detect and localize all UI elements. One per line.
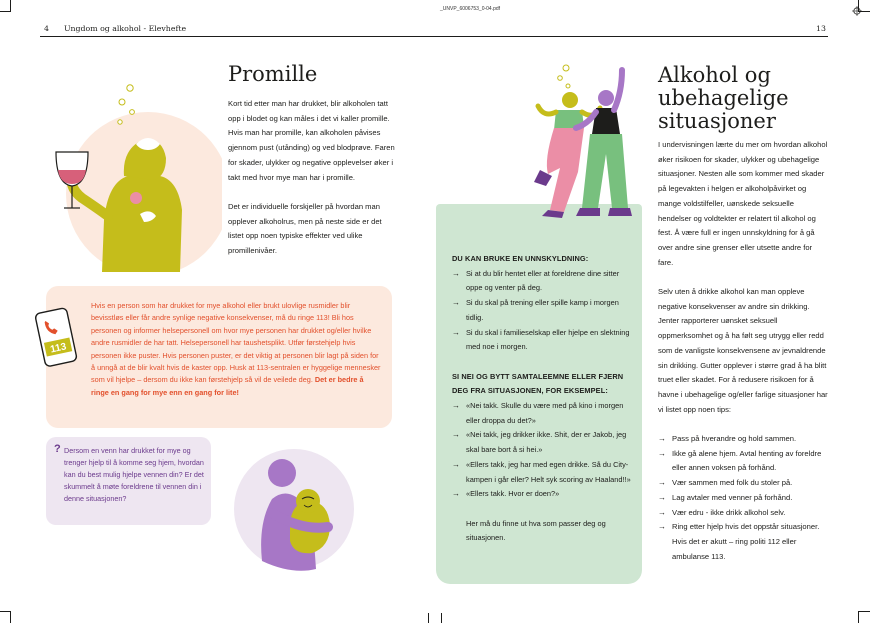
list-item: → Lag avtaler med venner på forhånd. [658, 491, 828, 506]
heading-line: Alkohol og [658, 63, 771, 87]
registration-mark-icon [852, 3, 862, 13]
question-callout [46, 437, 211, 525]
advice-content [452, 252, 632, 546]
emergency-callout [46, 286, 392, 428]
promille-paragraph: Kort tid etter man har drukket, blir alkoholen tatt opp i blodet og kan måles i det vi kaller promille. Hvis man har promille, kan alkoholen påvises gjennom pust (utånding) og ved blodprøve. Faren for skader, ulykker og negative opplevelser øker i takt med hvor mye man har i promille. [228, 99, 395, 182]
advice-box [436, 204, 642, 584]
phone-number: 113 [49, 341, 68, 356]
alkohol-paragraph: Selv uten å drikke alkohol kan man oppleve negative konsekvenser av andre sin drikking. Jenter rapporterer uønsket seksuell oppmerksomhet og å ha følt seg utrygg eller redd som de vanligste konsekvensene av jevnaldrende sin drikking. Gutter opplever i større grad å ha blitt truet eller skadet. For å redusere risikoen for å havne i ubehagelige og/eller farlige situasjoner har vi listet opp noen tips: [658, 287, 828, 414]
promille-body [228, 97, 396, 259]
file-label: _UNVP_6006753_0-04.pdf [440, 6, 501, 12]
promille-heading: Promille [228, 62, 318, 86]
emergency-body: Hvis en person som har drukket for mye alkohol eller brukt ulovlige rusmidler blir bevisstløs eller får andre synlige negative konsekvenser, må du ringe 113! Bli hos personen og informer helsepersonell om hvor mye personen har drukket og/eller hvilke andre rusmidler de har tatt. Helsepersonell har taushetsplikt. Utfør førstehjelp hvis personen ikke puster. Hvis personen puster, er det viktig at personen blir lagt på siden for å unngå at de blir kvalt hvis de kaster opp. Husk at 113-sentralen er hyggelige mennesker som vil hjelpe – dersom du ikke kan førstehjelp så vil de veilede deg. [91, 301, 381, 385]
page-number-left: 4 [44, 24, 49, 33]
list-item: → Ring etter hjelp hvis det oppstår situasjoner. Hvis det er akutt – ring politi 112 eller ambulanse 113. [658, 520, 828, 564]
list-item: → «Ellers takk, jeg har med egen drikke. Så du City-kampen i går eller? Helt syk scoring av Haaland!!» [452, 458, 632, 487]
list-item: → Pass på hverandre og hold sammen. [658, 432, 828, 447]
heading-line: situasjoner [658, 109, 776, 133]
crop-mark [0, 611, 10, 612]
crop-mark [0, 11, 10, 12]
excuse-heading: DU KAN BRUKE EN UNNSKYLDNING: [452, 254, 589, 263]
list-item: → «Ellers takk. Hvor er doen?» [452, 487, 632, 502]
crop-mark [10, 0, 11, 12]
list-item: → «Nei takk, jeg drikker ikke. Shit, der er Jakob, jeg skal bare bort å si hei.» [452, 428, 632, 457]
question-text: Dersom en venn har drukket for mye og trenger hjelp til å komme seg hjem, hvordan kan du best mulig hjelpe vennen din? Er det skummelt å møte foreldrene til vennen din i denne situasjonen? [64, 446, 204, 503]
excuse-list [452, 267, 632, 355]
list-item: → Vær edru - ikke drikk alkohol selv. [658, 506, 828, 521]
heading-line: ubehagelige [658, 86, 789, 110]
crop-mark [858, 611, 859, 623]
hug-illustration [232, 443, 354, 573]
alkohol-body [658, 138, 828, 564]
emergency-text [91, 300, 383, 399]
promille-paragraph: Det er individuelle forskjeller på hvordan man opplever alkoholrus, men på neste side er det listet opp noen typiske effekter ved ulike promillenivåer. [228, 201, 382, 256]
list-item: → Si at du blir hentet eller at foreldrene dine sitter oppe og venter på deg. [452, 267, 632, 296]
crop-mark [428, 613, 429, 623]
header-title: Ungdom og alkohol - Elevhefte [63, 24, 187, 33]
phone-icon [34, 306, 80, 368]
list-item: → Ikke gå alene hjem. Avtal henting av foreldre eller annen voksen på forhånd. [658, 447, 828, 476]
question-icon: ? [54, 443, 61, 455]
list-item: → Vær sammen med folk du stoler på. [658, 476, 828, 491]
list-item: → Si du skal i familieselskap eller hjelpe en slektning med noe i morgen. [452, 326, 632, 355]
tips-list [658, 432, 828, 564]
alkohol-heading [658, 64, 789, 133]
say-no-heading: SI NEI OG BYTT SAMTALEEMNE ELLER FJERN DEG FRA SITUASJONEN, FOR EKSEMPEL: [452, 371, 624, 396]
promille-illustration [52, 80, 222, 272]
header-rule [40, 36, 828, 37]
crop-mark [10, 611, 11, 623]
alkohol-paragraph: I undervisningen lærte du mer om hvordan alkohol øker risikoen for skader, ulykker og ubehagelige situasjoner. Nesten alle som kommer med skader på legevakten i helgen er alkoholpåvirket og mange voldstilfeller, uønskede seksuelle hendelser og voldtekter er relatert til alkohol og fest. Å være full er ingen unnskyldning for å gå over andre sine grenser eller utsette andre for fare. [658, 140, 828, 267]
closing-text: Her må du finne ut hva som passer deg og situasjonen. [466, 518, 606, 543]
list-item: → Si du skal på trening eller spille kamp i morgen tidlig. [452, 296, 632, 325]
list-item: → «Nei takk. Skulle du være med på kino i morgen eller droppa du det?» [452, 399, 632, 428]
page-header-left [44, 24, 186, 33]
emergency-bold: Det er bedre å ringe en gang for mye enn en gang for lite! [91, 375, 364, 397]
dancers-illustration [504, 62, 644, 228]
example-list [452, 399, 632, 502]
crop-mark [441, 613, 442, 623]
page-number-right: 13 [816, 24, 826, 33]
crop-mark [859, 611, 870, 612]
